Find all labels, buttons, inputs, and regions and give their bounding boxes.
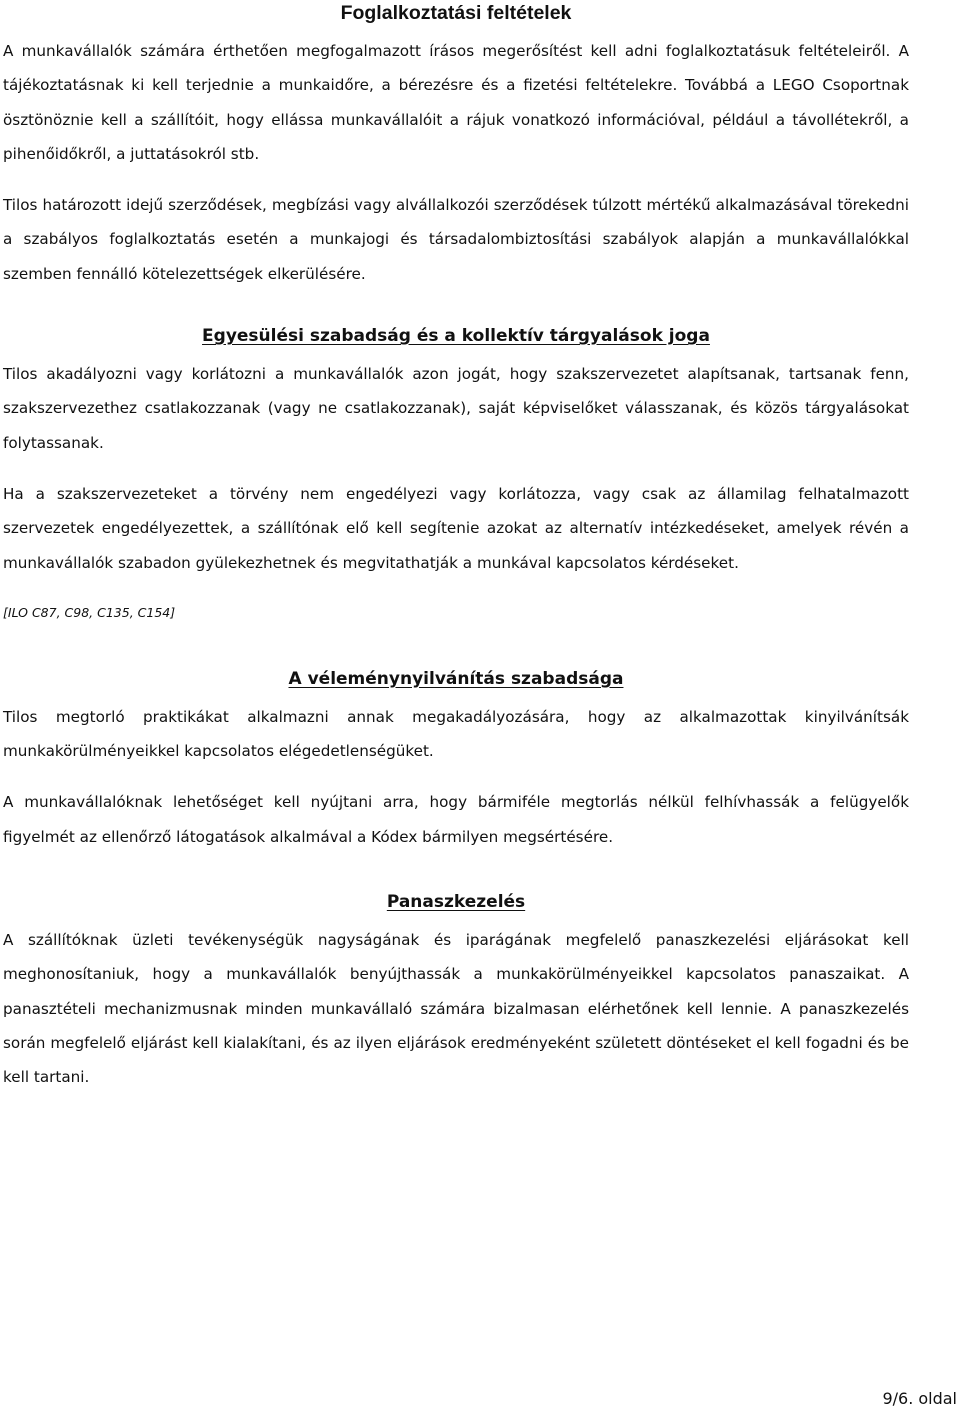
section-title-association: Egyesülési szabadság és a kollektív tárgyalások joga xyxy=(202,326,710,347)
section-title-employment: Foglalkoztatási feltételek xyxy=(340,2,572,24)
paragraph-employment-1: A munkavállalók számára érthetően megfogalmazott írásos megerősítést kell adni foglalkoztatásuk feltételeiről. A tájékoztatásnak ki kell terjednie a munkaidőre, a bérezésre és a fizetési feltételekre. Továbbá a LEGO Csoportnak ösztönöznie kell a szállítóit, hogy ellássa munkavállalóit a rájuk vonatkozó információval, például a távollétekről, a pihenőidőkről, a juttatásokról stb. xyxy=(3,42,909,163)
ilo-reference: [ILO C87, C98, C135, C154] xyxy=(3,604,176,620)
document-page xyxy=(3,0,909,1095)
paragraph-expression-1: Tilos megtorló praktikákat alkalmazni annak megakadályozására, hogy az alkalmazottak kinyilvánítsák munkakörülményeikkel kapcsolatos elégedetlenségüket. xyxy=(3,707,909,761)
paragraph-association-2: Ha a szakszervezeteket a törvény nem engedélyezi vagy korlátozza, vagy csak az államilag felhatalmazott szervezetek engedélyezettek, a szállítónak elő kell segítenie azokat az alternatív intézkedéseket, amelyek révén a munkavállalók szabadon gyülekezhetnek és megvitathatják a munkával kapcsolatos kérdéseket. xyxy=(3,484,909,572)
page-number: 9/6. oldal xyxy=(882,1389,957,1408)
section-title-expression: A véleménynyilvánítás szabadsága xyxy=(288,668,624,689)
section-title-grievance: Panaszkezelés xyxy=(386,892,526,913)
paragraph-employment-2: Tilos határozott idejű szerződések, megbízási vagy alvállalkozói szerződések túlzott mértékű alkalmazásával törekedni a szabályos foglalkoztatás esetén a munkajogi és társadalombiztosítási szabályok alapján a munkavállalókkal szemben fennálló kötelezettségek elkerülésére. xyxy=(3,196,909,283)
paragraph-expression-2: A munkavállalóknak lehetőséget kell nyújtani arra, hogy bármiféle megtorlás nélkül felhívhassák a felügyelők figyelmét az ellenőrző látogatások alkalmával a Kódex bármilyen megsértésére. xyxy=(3,793,909,846)
paragraph-grievance-1: A szállítóknak üzleti tevékenységük nagyságának és iparágának megfelelő panaszkezelési eljárásokat kell meghonosítaniuk, hogy a munkavállalók benyújthassák a munkakörülményeikkel kapcsolatos panaszaikat. A panasztételi mechanizmusnak minden munkavállaló számára bizalmasan elérhetőnek kell lennie. A panaszkezelés során megfelelő eljárást kell kialakítani, és az ilyen eljárások eredményeként született döntéseket el kell fogadni és be kell tartani. xyxy=(3,931,909,1087)
paragraph-association-1: Tilos akadályozni vagy korlátozni a munkavállalók azon jogát, hogy szakszervezetet alapítsanak, tartsanak fenn, szakszervezethez csatlakozzanak (vagy ne csatlakozzanak), saját képviselőket válasszanak, és közös tárgyalásokat folytassanak. xyxy=(3,365,909,452)
